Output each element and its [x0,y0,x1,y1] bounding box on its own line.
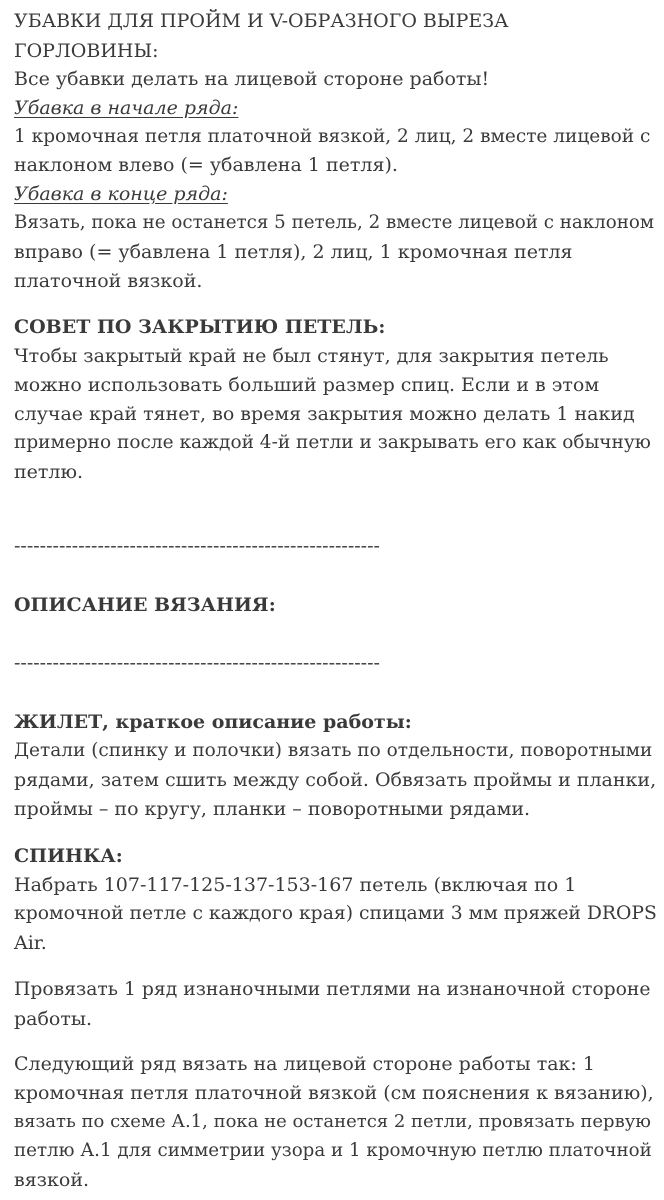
back-p2-line2: работы. [14,1008,93,1030]
back-heading: СПИНКА: [14,845,123,867]
bindoff-heading: СОВЕТ ПО ЗАКРЫТИЮ ПЕТЕЛЬ: [14,316,386,338]
bindoff-line3: случае край тянет, во время закрытия можно делать 1 накид [14,403,635,425]
bindoff-line5: петлю. [14,461,84,483]
back-p3-line4: петлю А.1 для симметрии узора и 1 кромочную петлю платочной [14,1140,652,1161]
back-p3-line2: кромочная петля платочной вязкой (см пояснения к вязанию), [14,1082,654,1104]
vest-heading: ЖИЛЕТ, краткое описание работы: [14,711,412,733]
back-p2-line1: Провязать 1 ряд изнаночными петлями на изнаночной стороне [14,979,651,1000]
bindoff-line4: примерно после каждой 4-й петли и закрывать его как обычную [14,432,651,453]
back-p3-line1: Следующий ряд вязать на лицевой стороне работы так: 1 [14,1053,595,1075]
decrease-start-text-line1: 1 кромочная петля платочной вязкой, 2 лиц, 2 вместе лицевой с [14,126,651,147]
decrease-end-text-line1: Вязать, пока не останется 5 петель, 2 вместе лицевой с наклоном [14,212,655,233]
back-p3-line5: вязкой. [14,1169,90,1191]
decrease-end-label: Убавка в конце ряда: [14,183,228,205]
decrease-start-text-line2: наклоном влево (= убавлена 1 петля). [14,154,398,176]
separator-bottom: --------------------------------------------------------- [14,652,380,674]
vest-line3: проймы – по кругу, планки – поворотными рядами. [14,798,531,820]
back-p1-line3: Air. [14,932,47,954]
vest-line2: рядами, затем сшить между собой. Обвязать проймы и планки, [14,769,657,791]
decrease-end-text-line3: платочной вязкой. [14,270,203,292]
vest-line1: Детали (спинку и полочки) вязать по отдельности, поворотными [14,740,653,761]
decreases-heading-line1: УБАВКИ ДЛЯ ПРОЙМ И V-ОБРАЗНОГО ВЫРЕЗА [14,10,509,32]
separator-top: --------------------------------------------------------- [14,535,380,557]
decrease-end-text-line2: вправо (= убавлена 1 петля), 2 лиц, 1 кромочная петля [14,241,573,263]
back-p1-line2: кромочной петле с каждого края) спицами 3 мм пряжей DROPS [14,903,657,924]
decrease-start-label: Убавка в начале ряда: [14,97,239,119]
bindoff-line2: можно использовать больший размер спиц. Если и в этом [14,374,600,396]
decreases-note: Все убавки делать на лицевой стороне работы! [14,68,490,90]
back-p1-line1: Набрать 107-117-125-137-153-167 петель (включая по 1 [14,874,577,896]
description-heading: ОПИСАНИЕ ВЯЗАНИЯ: [14,594,276,616]
bindoff-line1: Чтобы закрытый край не был стянут, для закрытия петель [14,345,609,367]
back-p3-line3: вязать по схеме А.1, пока не останется 2 петли, провязать первую [14,1111,651,1132]
decreases-heading-line2: ГОРЛОВИНЫ: [14,40,159,62]
